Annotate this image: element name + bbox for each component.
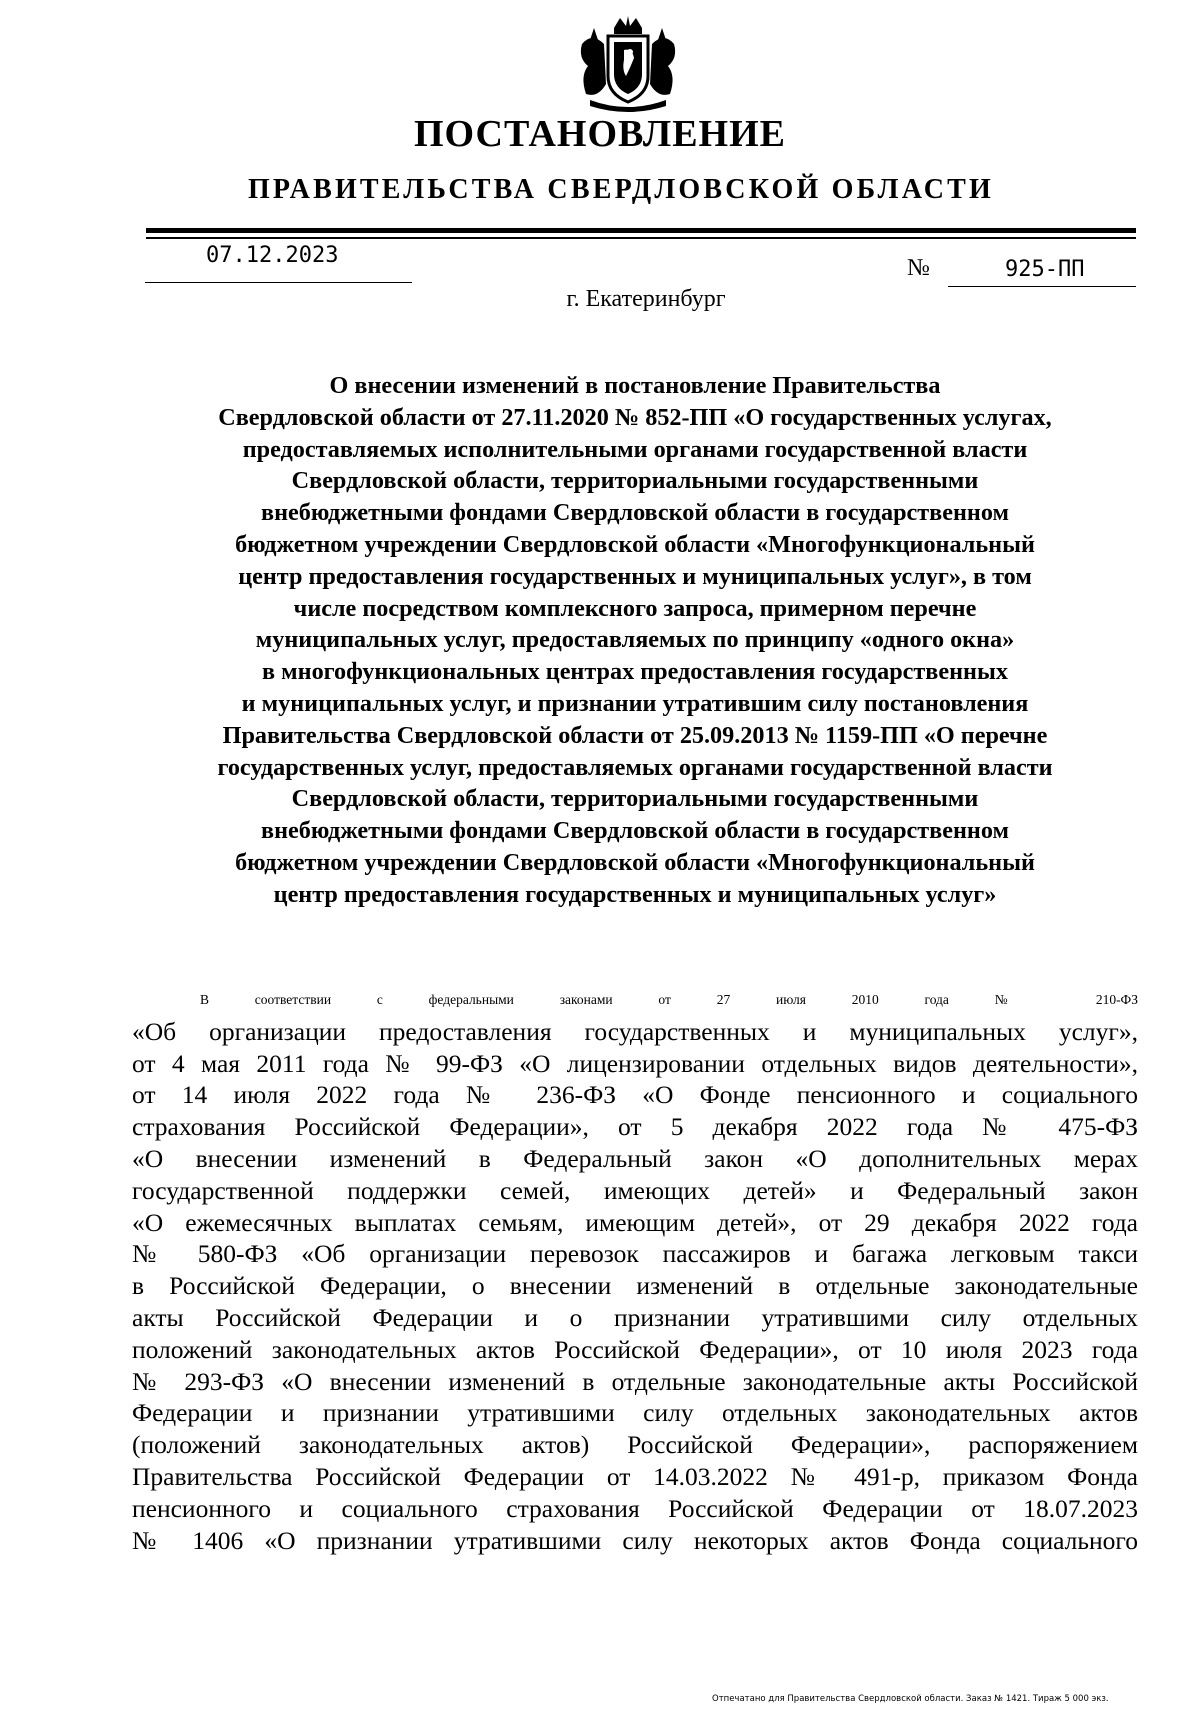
body-line: № 580-ФЗ «Об организации перевозок пассажиров и багажа легковым такси	[132, 1239, 1138, 1269]
title-line: внебюджетными фондами Свердловской области в государственном	[261, 817, 1009, 845]
header-divider-thin	[146, 237, 1136, 239]
document-number: 925-ПП	[1005, 257, 1085, 282]
print-imprint: Отпечатано для Правительства Свердловской области. Заказ № 1421. Тираж 5 000 экз.	[712, 1694, 1109, 1704]
title-line: Свердловской области, территориальными государственными	[291, 785, 979, 813]
title-line: государственных услуг, предоставляемых органами государственной власти	[217, 753, 1053, 781]
title-line: центр предоставления государственных и муниципальных услуг», в том	[238, 562, 1032, 590]
coat-of-arms-icon	[568, 14, 688, 114]
title-line: внебюджетными фондами Свердловской области в государственном	[261, 499, 1009, 527]
body-line: в Российской Федерации, о внесении изменений в отдельные законодательные	[132, 1271, 1138, 1301]
title-line: центр предоставления государственных и муниципальных услуг»	[273, 880, 997, 908]
document-date: 07.12.2023	[206, 243, 339, 268]
body-line: «О внесении изменений в Федеральный закон «О дополнительных мерах	[132, 1143, 1138, 1173]
title-line: муниципальных услуг, предоставляемых по принципу «одного окна»	[255, 626, 1015, 654]
body-line: от 14 июля 2022 года № 236-ФЗ «О Фонде пенсионного и социального	[132, 1080, 1138, 1110]
title-line: Свердловской области, территориальными государственными	[291, 467, 979, 495]
title-line: и муниципальных услуг, и признании утратившим силу постановления	[241, 689, 1029, 717]
document-type-heading: ПОСТАНОВЛЕНИЕ	[413, 113, 787, 155]
body-line: от 4 мая 2011 года № 99-ФЗ «О лицензировании отдельных видов деятельности»,	[132, 1048, 1138, 1078]
city: г. Екатеринбург	[566, 286, 726, 312]
body-paragraph	[132, 984, 1138, 1556]
body-line: В соответствии с федеральными законами от 27 июля 2010 года № 210-ФЗ	[200, 992, 1138, 1007]
body-line: страхования Российской Федерации», от 5 декабря 2022 года № 475-ФЗ	[132, 1112, 1138, 1142]
title-line: в многофункциональных центрах предоставления государственных	[262, 658, 1008, 686]
body-line: (положений законодательных актов) Российской Федерации», распоряжением	[132, 1430, 1138, 1460]
body-line: Федерации и признании утратившими силу отдельных законодательных актов	[132, 1398, 1138, 1428]
body-line: государственной поддержки семей, имеющих детей» и Федеральный закон	[132, 1175, 1138, 1205]
number-label: №	[907, 255, 930, 281]
body-line: акты Российской Федерации и о признании утратившими силу отдельных	[132, 1302, 1138, 1332]
body-line: Правительства Российской Федерации от 14.03.2022 № 491-р, приказом Фонда	[132, 1461, 1138, 1491]
title-line: предоставляемых исполнительными органами государственной власти	[242, 435, 1028, 463]
title-line: числе посредством комплексного запроса, примерном перечне	[293, 594, 977, 622]
body-line: пенсионного и социального страхования Российской Федерации от 18.07.2023	[132, 1493, 1138, 1523]
title-line: Правительства Свердловской области от 25.09.2013 № 1159-ПП «О перечне	[222, 721, 1048, 749]
title-line: О внесении изменений в постановление Правительства	[329, 372, 941, 399]
body-line: «О ежемесячных выплатах семьям, имеющим детей», от 29 декабря 2022 года	[132, 1207, 1138, 1237]
issuer-heading: ПРАВИТЕЛЬСТВА СВЕРДЛОВСКОЙ ОБЛАСТИ	[247, 174, 995, 205]
header-divider-thick	[146, 228, 1136, 233]
body-line: № 1406 «О признании утратившими силу некоторых актов Фонда социального	[132, 1525, 1138, 1555]
body-line: положений законодательных актов Российской Федерации», от 10 июля 2023 года	[132, 1334, 1138, 1364]
resolution-title	[130, 370, 1140, 911]
body-line: № 293-ФЗ «О внесении изменений в отдельные законодательные акты Российской	[132, 1366, 1138, 1396]
title-line: бюджетном учреждении Свердловской области «Многофункциональный	[235, 848, 1035, 876]
title-line: бюджетном учреждении Свердловской области «Многофункциональный	[235, 530, 1035, 558]
title-line: Свердловской области от 27.11.2020 № 852-ПП «О государственных услугах,	[218, 403, 1052, 431]
body-line: «Об организации предоставления государственных и муниципальных услуг»,	[132, 1016, 1138, 1046]
date-underline	[145, 282, 412, 283]
